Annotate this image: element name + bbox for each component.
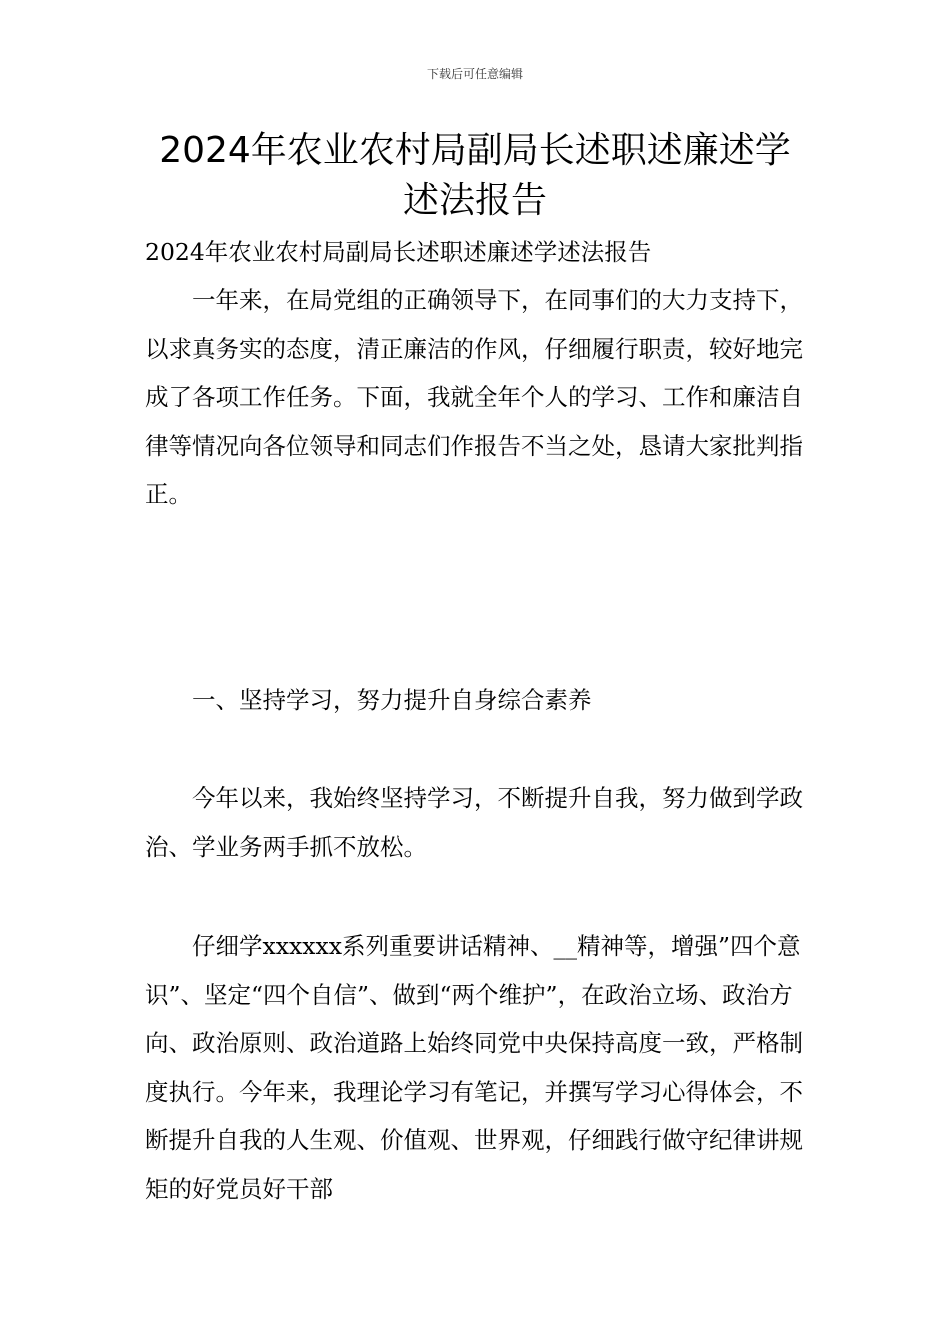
document-subtitle: 2024年农业农村局副局长述职述廉述学述法报告 [145,238,652,266]
header-note: 下载后可任意编辑 [426,67,523,81]
document-title: 2024年农业农村局副局长述职述廉述学述法报告 [159,130,791,221]
section-heading: 一、坚持学习，努力提升自身综合素养 [192,686,592,714]
intro-paragraph: 一年来，在局党组的正确领导下，在同事们的大力支持下，以求真务实的态度，清正廉洁的作风，仔细履行职责，较好地完成了各项工作任务。下面，我就全年个人的学习、工作和廉洁自律等情况向各位领导和同志们作报告不当之处，恳请大家批判指正。 [145,286,803,508]
study-summary-paragraph: 今年以来，我始终坚持学习，不断提升自我，努力做到学政治、学业务两手抓不放松。 [145,784,803,861]
study-detail-paragraph: 仔细学xxxxxx系列重要讲话精神、__精神等，增强”四个意识”、坚定“四个自信”、做到“两个维护”，在政治立场、政治方向、政治原则、政治道路上始终同党中央保持高度一致，严格制度执行。今年来，我理论学习有笔记，并撰写学习心得体会，不断提升自我的人生观、价值观、世界观，仔细践行做守纪律讲规矩的好党员好干部 [145,932,803,1203]
